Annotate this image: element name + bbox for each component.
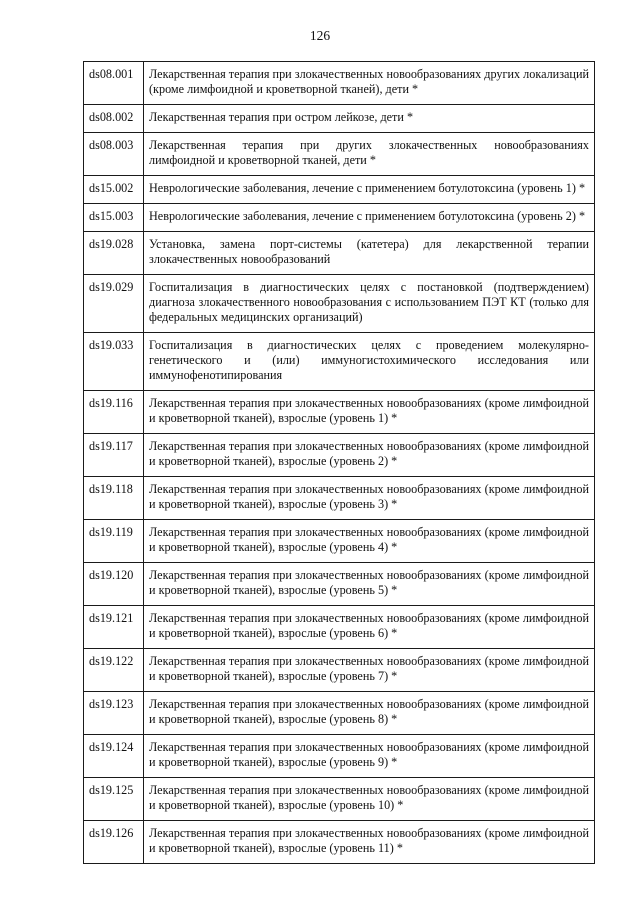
- description-cell: Госпитализация в диагностических целях с постановкой (подтверждением) диагноза злокачественного новообразования с использованием ПЭТ КТ (только для федеральных медицинских организаций): [144, 275, 595, 333]
- description-cell: Лекарственная терапия при злокачественных новообразованиях (кроме лимфоидной и кроветворной тканей), взрослые (уровень 2) *: [144, 434, 595, 477]
- code-cell: ds19.125: [84, 778, 144, 821]
- table-row: [84, 520, 595, 563]
- description-cell: Неврологические заболевания, лечение с применением ботулотоксина (уровень 2) *: [144, 204, 595, 232]
- description-cell: Лекарственная терапия при злокачественных новообразованиях (кроме лимфоидной и кроветворной тканей), взрослые (уровень 9) *: [144, 735, 595, 778]
- table-row: [84, 391, 595, 434]
- code-cell: ds19.120: [84, 563, 144, 606]
- table-row: [84, 434, 595, 477]
- table-row: [84, 692, 595, 735]
- table-row: [84, 333, 595, 391]
- code-cell: ds19.119: [84, 520, 144, 563]
- description-cell: Лекарственная терапия при злокачественных новообразованиях (кроме лимфоидной и кроветворной тканей), взрослые (уровень 8) *: [144, 692, 595, 735]
- description-cell: Лекарственная терапия при злокачественных новообразованиях (кроме лимфоидной и кроветворной тканей), взрослые (уровень 1) *: [144, 391, 595, 434]
- description-cell: Госпитализация в диагностических целях с проведением молекулярно-генетического и (или) иммуногистохимического исследования или иммунофенотипирования: [144, 333, 595, 391]
- table-row: [84, 778, 595, 821]
- code-cell: ds19.117: [84, 434, 144, 477]
- table-row: [84, 735, 595, 778]
- code-table-body: [84, 62, 595, 864]
- description-cell: Лекарственная терапия при остром лейкозе, дети *: [144, 105, 595, 133]
- code-cell: ds19.121: [84, 606, 144, 649]
- table-row: [84, 204, 595, 232]
- description-cell: Лекарственная терапия при злокачественных новообразованиях (кроме лимфоидной и кроветворной тканей), взрослые (уровень 4) *: [144, 520, 595, 563]
- code-cell: ds15.003: [84, 204, 144, 232]
- description-cell: Лекарственная терапия при злокачественных новообразованиях (кроме лимфоидной и кроветворной тканей), взрослые (уровень 11) *: [144, 821, 595, 864]
- code-cell: ds19.029: [84, 275, 144, 333]
- table-row: [84, 821, 595, 864]
- code-cell: ds19.116: [84, 391, 144, 434]
- code-cell: ds08.002: [84, 105, 144, 133]
- description-cell: Лекарственная терапия при злокачественных новообразованиях (кроме лимфоидной и кроветворной тканей), взрослые (уровень 5) *: [144, 563, 595, 606]
- code-cell: ds08.001: [84, 62, 144, 105]
- table-row: [84, 606, 595, 649]
- code-cell: ds19.126: [84, 821, 144, 864]
- code-table: [83, 61, 595, 864]
- description-cell: Неврологические заболевания, лечение с применением ботулотоксина (уровень 1) *: [144, 176, 595, 204]
- description-cell: Лекарственная терапия при злокачественных новообразованиях (кроме лимфоидной и кроветворной тканей), взрослые (уровень 10) *: [144, 778, 595, 821]
- table-row: [84, 563, 595, 606]
- code-cell: ds08.003: [84, 133, 144, 176]
- description-cell: Лекарственная терапия при злокачественных новообразованиях других локализаций (кроме лимфоидной и кроветворной тканей), дети *: [144, 62, 595, 105]
- table-row: [84, 105, 595, 133]
- code-cell: ds19.028: [84, 232, 144, 275]
- description-cell: Установка, замена порт-системы (катетера) для лекарственной терапии злокачественных новообразований: [144, 232, 595, 275]
- table-row: [84, 62, 595, 105]
- description-cell: Лекарственная терапия при злокачественных новообразованиях (кроме лимфоидной и кроветворной тканей), взрослые (уровень 3) *: [144, 477, 595, 520]
- code-cell: ds19.118: [84, 477, 144, 520]
- description-cell: Лекарственная терапия при других злокачественных новообразованиях лимфоидной и кроветворной тканей, дети *: [144, 133, 595, 176]
- code-cell: ds19.033: [84, 333, 144, 391]
- table-row: [84, 232, 595, 275]
- description-cell: Лекарственная терапия при злокачественных новообразованиях (кроме лимфоидной и кроветворной тканей), взрослые (уровень 6) *: [144, 606, 595, 649]
- table-row: [84, 477, 595, 520]
- table-row: [84, 133, 595, 176]
- table-row: [84, 275, 595, 333]
- description-cell: Лекарственная терапия при злокачественных новообразованиях (кроме лимфоидной и кроветворной тканей), взрослые (уровень 7) *: [144, 649, 595, 692]
- page-number: 126: [309, 28, 331, 43]
- code-cell: ds15.002: [84, 176, 144, 204]
- table-row: [84, 649, 595, 692]
- table-row: [84, 176, 595, 204]
- code-cell: ds19.124: [84, 735, 144, 778]
- code-cell: ds19.122: [84, 649, 144, 692]
- code-cell: ds19.123: [84, 692, 144, 735]
